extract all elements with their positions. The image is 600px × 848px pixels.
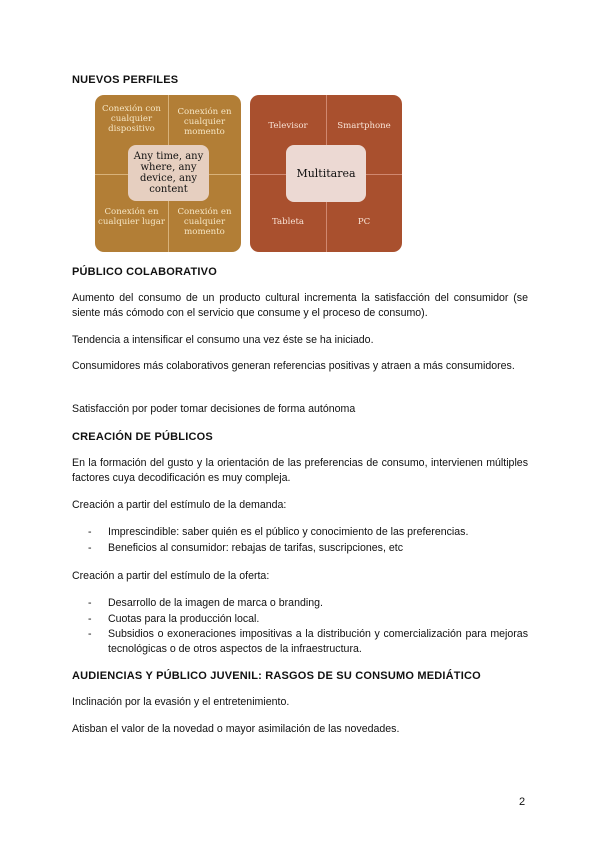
bullet: - bbox=[88, 613, 92, 625]
list-item-text: Beneficios al consumidor: rebajas de tarifas, suscripciones, etc bbox=[108, 542, 404, 554]
paragraph: Aumento del consumo de un producto cultural incrementa la satisfacción del consumidor (se siente más cómodo con el servicio que consume y el proceso de consumo). bbox=[72, 292, 528, 319]
bullet: - bbox=[88, 542, 92, 554]
quadrant-bottom-right: Conexión en cualquier momento bbox=[177, 206, 232, 237]
list-item bbox=[88, 596, 528, 611]
diagram-multitarea bbox=[250, 95, 402, 252]
quadrant-bottom-right: PC bbox=[357, 216, 371, 227]
list-item-text: Imprescindible: saber quién es el público y conocimiento de las preferencias. bbox=[108, 526, 469, 538]
heading-publico-colaborativo: PÚBLICO COLABORATIVO bbox=[72, 266, 217, 278]
paragraph: Consumidores más colaborativos generan referencias positivas y atraen a más consumidores. bbox=[72, 360, 515, 372]
heading-creacion-publicos: CREACIÓN DE PÚBLICOS bbox=[72, 431, 213, 443]
quadrant-top-left: Conexión con cualquier dispositivo bbox=[102, 104, 161, 134]
list-item bbox=[88, 612, 528, 627]
bullet: - bbox=[88, 628, 92, 640]
bullet: - bbox=[88, 597, 92, 609]
quadrant-top-right: Smartphone bbox=[337, 121, 391, 131]
page-number: 2 bbox=[519, 796, 526, 808]
center-box: Multitarea bbox=[286, 145, 366, 202]
list-item-text: Subsidios o exoneraciones impositivas a la distribución y comercialización para mejoras tecnológicas o de otros aspectos de la infraestructura. bbox=[108, 628, 528, 655]
paragraph: Satisfacción por poder tomar decisiones de forma autónoma bbox=[72, 403, 356, 415]
diagram-any-time bbox=[95, 95, 241, 252]
list-item-text: Cuotas para la producción local. bbox=[108, 613, 260, 625]
quadrant-top-right: Conexión en cualquier momento bbox=[177, 107, 232, 137]
quadrant-bottom-left: Conexión en cualquier lugar bbox=[98, 206, 165, 227]
paragraph: Atisban el valor de la novedad o mayor asimilación de las novedades. bbox=[72, 723, 400, 735]
paragraph: Creación a partir del estímulo de la demanda: bbox=[72, 499, 287, 511]
quadrant-top-left: Televisor bbox=[268, 121, 308, 131]
paragraph: Creación a partir del estímulo de la oferta: bbox=[72, 570, 270, 582]
paragraph: En la formación del gusto y la orientación de las preferencias de consumo, intervienen múltiples factores cuya decodificación es muy compleja. bbox=[72, 457, 528, 484]
quadrant-bottom-left: Tableta bbox=[271, 216, 305, 227]
heading-nuevos-perfiles: NUEVOS PERFILES bbox=[72, 74, 179, 86]
bullet: - bbox=[88, 526, 92, 538]
list-item bbox=[88, 541, 528, 556]
list-item-text: Desarrollo de la imagen de marca o branding. bbox=[108, 597, 323, 609]
list-item bbox=[88, 627, 528, 657]
list-item bbox=[88, 525, 528, 540]
paragraph: Tendencia a intensificar el consumo una vez éste se ha iniciado. bbox=[72, 334, 374, 346]
center-box: Any time, any where, any device, any content bbox=[128, 145, 209, 201]
heading-audiencias: AUDIENCIAS Y PÚBLICO JUVENIL: RASGOS DE SU CONSUMO MEDIÁTICO bbox=[72, 670, 481, 682]
paragraph: Inclinación por la evasión y el entretenimiento. bbox=[72, 696, 290, 708]
